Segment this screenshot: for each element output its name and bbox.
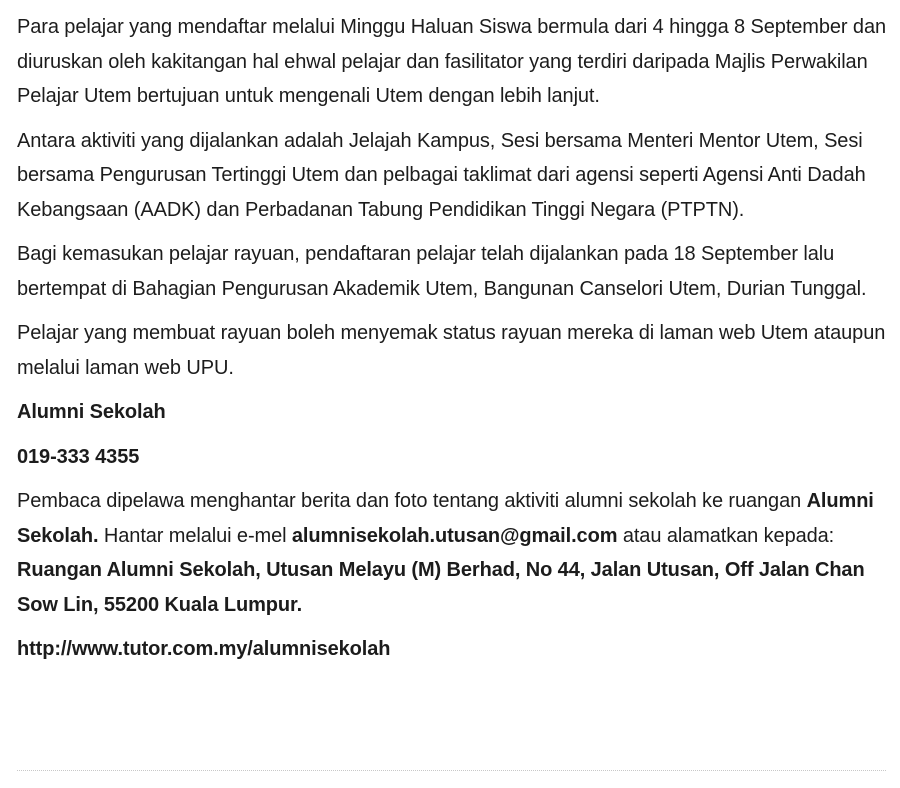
invite-text-3: atau alamatkan kepada:: [617, 524, 835, 547]
alumni-url-link[interactable]: http://www.tutor.com.my/alumnisekolah: [17, 638, 391, 660]
footer-divider: [17, 770, 886, 771]
contact-phone: 019-333 4355: [17, 445, 140, 468]
invite-text-1: Pembaca dipelawa menghantar berita dan foto tentang aktiviti alumni sekolah ke ruangan: [17, 490, 807, 512]
postal-address: Ruangan Alumni Sekolah, Utusan Melayu (M) Berhad, No 44, Jalan Utusan, Off Jalan Chan Sow Lin, 55200 Kuala Lumpur.: [17, 559, 865, 616]
email-link[interactable]: alumnisekolah.utusan@gmail.com: [291, 524, 618, 547]
invite-text-2: Hantar melalui e-mel: [98, 524, 292, 547]
paragraph-invite: [17, 484, 889, 622]
paragraph-appeal-status: Pelajar yang membuat rayuan boleh menyemak status rayuan mereka di laman web Utem ataupun melalui laman web UPU.: [17, 322, 886, 379]
article-body: [17, 10, 889, 677]
column-name: Alumni Sekolah.: [17, 490, 874, 547]
paragraph-appeal-registration: Bagi kemasukan pelajar rayuan, pendaftaran pelajar telah dijalankan pada 18 September lalu bertempat di Bahagian Pengurusan Akademik Utem, Bangunan Canselori Utem, Durian Tunggal.: [17, 243, 867, 300]
paragraph-orientation: Para pelajar yang mendaftar melalui Minggu Haluan Siswa bermula dari 4 hingga 8 September dan diuruskan oleh kakitangan hal ehwal pelajar dan fasilitator yang terdiri daripada Majlis Perwakilan Pelajar Utem bertujuan untuk mengenali Utem dengan lebih lanjut.: [17, 16, 886, 107]
section-title: Alumni Sekolah: [17, 401, 166, 423]
paragraph-activities: Antara aktiviti yang dijalankan adalah Jelajah Kampus, Sesi bersama Menteri Mentor Utem, Sesi bersama Pengurusan Tertinggi Utem dan pelbagai taklimat dari agensi seperti Agensi Anti Dadah Kebangsaan (AADK) dan Perbadanan Tabung Pendidikan Tinggi Negara (PTPTN).: [17, 129, 866, 221]
